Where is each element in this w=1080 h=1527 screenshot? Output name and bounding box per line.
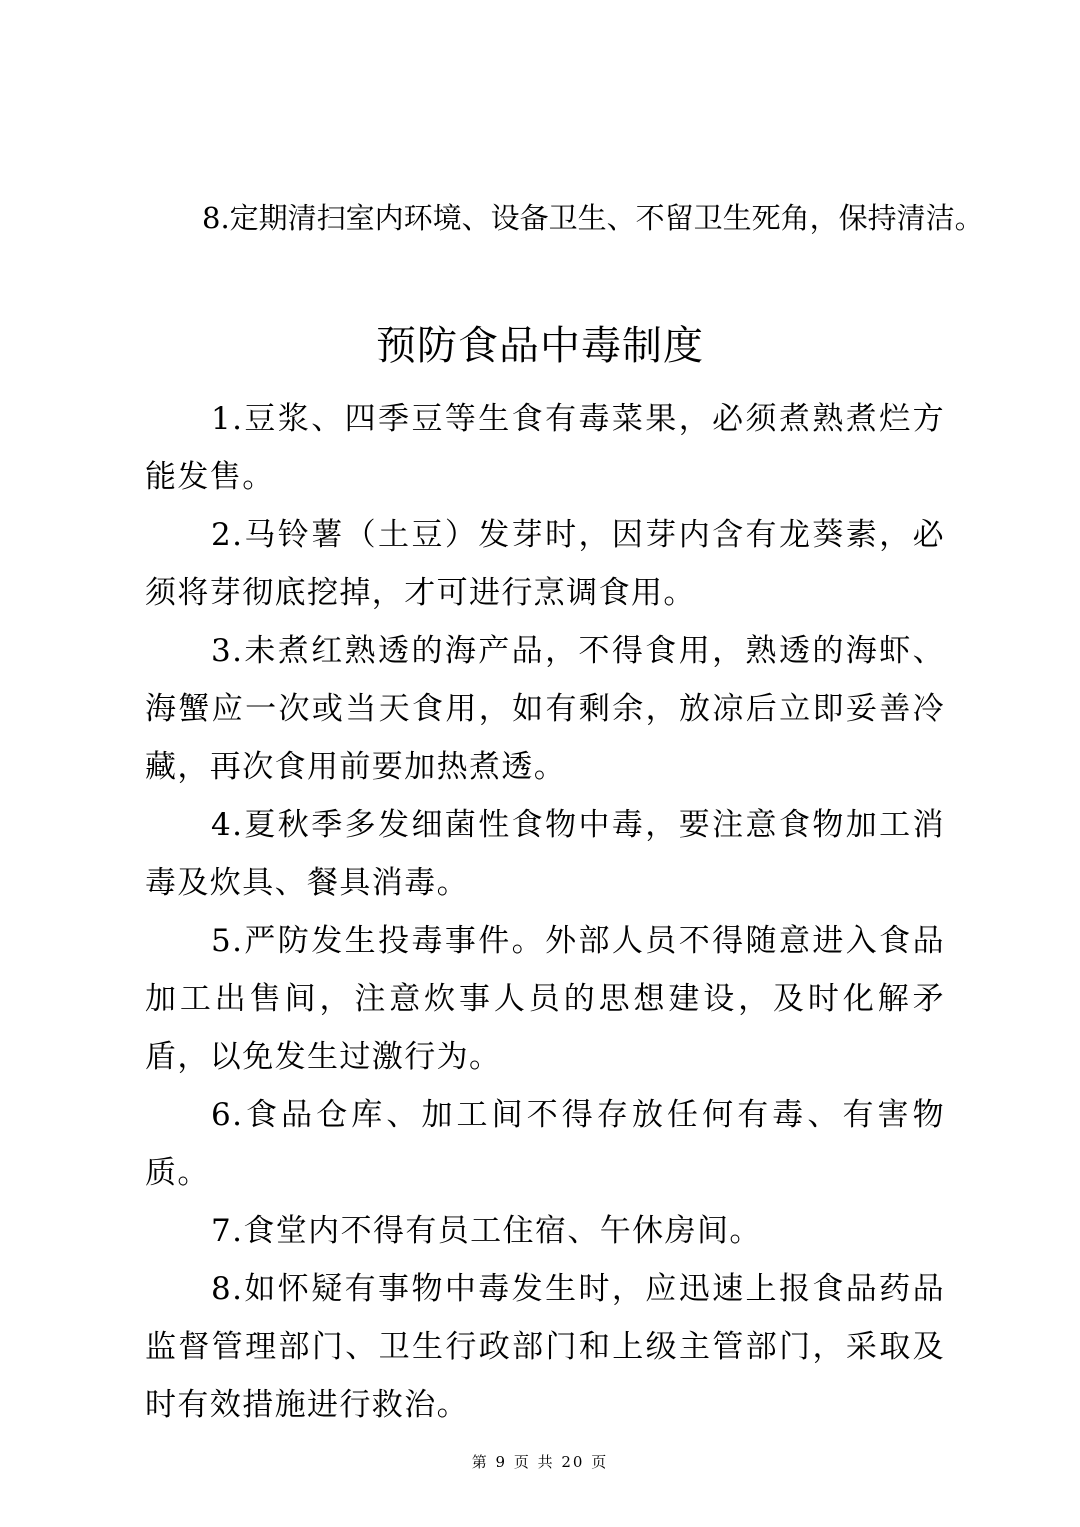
page-number-footer: 第 9 页 共 20 页 <box>471 1453 609 1471</box>
rule-item-7: 7.食堂内不得有员工住宿、午休房间。 <box>211 1213 762 1249</box>
section-title: 预防食品中毒制度 <box>376 323 704 369</box>
previous-section-item-8: 8.定期清扫室内环境、设备卫生、不留卫生死角，保持清洁。 <box>202 201 984 235</box>
rule-item-2: 2.马铃薯（土豆）发芽时，因芽内含有龙葵素，必须将芽彻底挖掉，才可进行烹调食用。 <box>145 517 945 611</box>
rule-item-1: 1.豆浆、四季豆等生食有毒菜果，必须煮熟煮烂方能发售。 <box>145 401 945 495</box>
rules-list <box>145 390 945 1434</box>
rule-item-3: 3.未煮红熟透的海产品，不得食用，熟透的海虾、海蟹应一次或当天食用，如有剩余，放凉后立即妥善冷藏，再次食用前要加热煮透。 <box>145 633 945 785</box>
rule-item-4: 4.夏秋季多发细菌性食物中毒，要注意食物加工消毒及炊具、餐具消毒。 <box>145 807 945 901</box>
rule-item-5: 5.严防发生投毒事件。外部人员不得随意进入食品加工出售间，注意炊事人员的思想建设，及时化解矛盾，以免发生过激行为。 <box>145 923 945 1075</box>
rule-item-6: 6.食品仓库、加工间不得存放任何有毒、有害物质。 <box>145 1097 945 1191</box>
rule-item-8: 8.如怀疑有事物中毒发生时，应迅速上报食品药品监督管理部门、卫生行政部门和上级主管部门，采取及时有效措施进行救治。 <box>145 1271 945 1423</box>
